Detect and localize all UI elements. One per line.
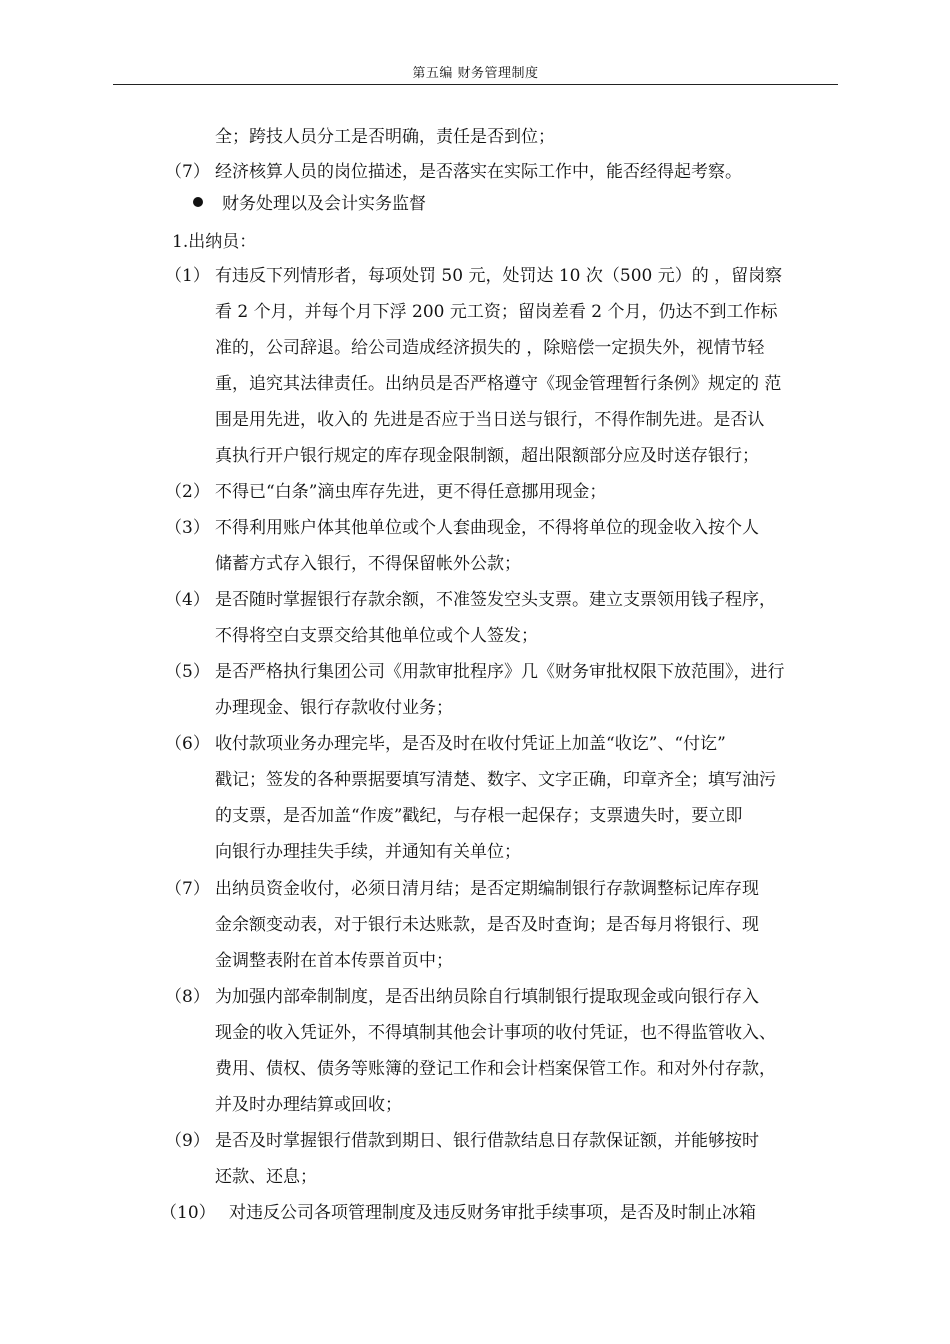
item-line: 是否严格执行集团公司《用款审批程序》几《财务审批权限下放范围》，进行 (215, 662, 785, 682)
item-line: 还款、还息； (215, 1167, 317, 1187)
item-line: 不得将空白支票交给其他单位或个人签发； (215, 626, 538, 646)
item-number: （5） (165, 662, 210, 682)
item-line: 并及时办理结算或回收； (215, 1095, 402, 1115)
item-number: （10） (160, 1203, 216, 1223)
item-line: 出纳员资金收付，必须日清月结；是否定期编制银行存款调整标记库存现 (215, 879, 759, 899)
item-line: 收付款项业务办理完毕，是否及时在收付凭证上加盖“收讫”、“付讫” (215, 734, 726, 754)
item-line: 不得利用账户体其他单位或个人套曲现金，不得将单位的现金收入按个人 (215, 518, 759, 538)
item-number: （8） (165, 987, 210, 1007)
item-line: 向银行办理挂失手续，并通知有关单位； (215, 842, 521, 862)
item-line: 现金的收入凭证外，不得填制其他会计事项的收付凭证，也不得监管收入、 (215, 1023, 776, 1043)
item-number: （3） (165, 518, 210, 538)
item-line: 戳记；签发的各种票据要填写清楚、数字、文字正确，印章齐全；填写油污 (215, 770, 776, 790)
item-line: 金调整表附在首本传票首页中； (215, 951, 453, 971)
page-header (113, 64, 838, 85)
item-line: 准的，公司辞退。给公司造成经济损失的 ，除赔偿一定损失外，视情节轻 (215, 338, 765, 358)
item-line: 储蓄方式存入银行，不得保留帐外公款； (215, 554, 521, 574)
sub-heading: 1.出纳员： (172, 232, 257, 252)
section-title: 财务处理以及会计实务监督 (222, 194, 426, 214)
item-number: （1） (165, 266, 210, 286)
item-line: 真执行开户银行规定的库存现金限制额，超出限额部分应及时送存银行； (215, 446, 759, 466)
item-line: 有违反下列情形者，每项处罚 50 元，处罚达 10 次（500 元）的 ，留岗察 (215, 266, 783, 286)
item-line: 金余额变动表，对于银行未达账款，是否及时查询；是否每月将银行、现 (215, 915, 759, 935)
item-line: 对违反公司各项管理制度及违反财务审批手续事项，是否及时制止冰箱 (229, 1203, 756, 1223)
item-line: 的支票，是否加盖“作废”戳纪，与存根一起保存；支票遗失时，要立即 (215, 806, 743, 826)
item-number: （9） (165, 1131, 210, 1151)
header-title: 第五编 财务管理制度 (412, 66, 539, 81)
item-text: 经济核算人员的岗位描述，是否落实在实际工作中，能否经得起考察。 (215, 162, 742, 182)
item-line: 是否随时掌握银行存款余额，不准签发空头支票。建立支票领用钱子程序， (215, 590, 776, 610)
item-line: 看 2 个月，并每个月下浮 200 元工资；留岗差看 2 个月，仍达不到工作标 (215, 302, 778, 322)
item-line: 为加强内部牵制制度，是否出纳员除自行填制银行提取现金或向银行存入 (215, 987, 759, 1007)
item-line: 费用、债权、债务等账簿的登记工作和会计档案保管工作。和对外付存款， (215, 1059, 776, 1079)
continuation-line: 全；跨技人员分工是否明确，责任是否到位； (215, 127, 555, 147)
item-line: 不得已“白条”滴虫库存先进，更不得任意挪用现金； (215, 482, 607, 502)
item-line: 重，追究其法律责任。出纳员是否严格遵守《现金管理暂行条例》规定的 范 (215, 374, 782, 394)
item-number: （7） (165, 162, 210, 182)
item-number: （6） (165, 734, 210, 754)
item-number: （7） (165, 879, 210, 899)
item-line: 是否及时掌握银行借款到期日、银行借款结息日存款保证额，并能够按时 (215, 1131, 759, 1151)
item-line: 办理现金、银行存款收付业务； (215, 698, 453, 718)
item-number: （2） (165, 482, 210, 502)
item-number: （4） (165, 590, 210, 610)
bullet-icon (193, 197, 203, 207)
item-line: 围是用先进，收入的 先进是否应于当日送与银行，不得作制先进。是否认 (215, 410, 765, 430)
